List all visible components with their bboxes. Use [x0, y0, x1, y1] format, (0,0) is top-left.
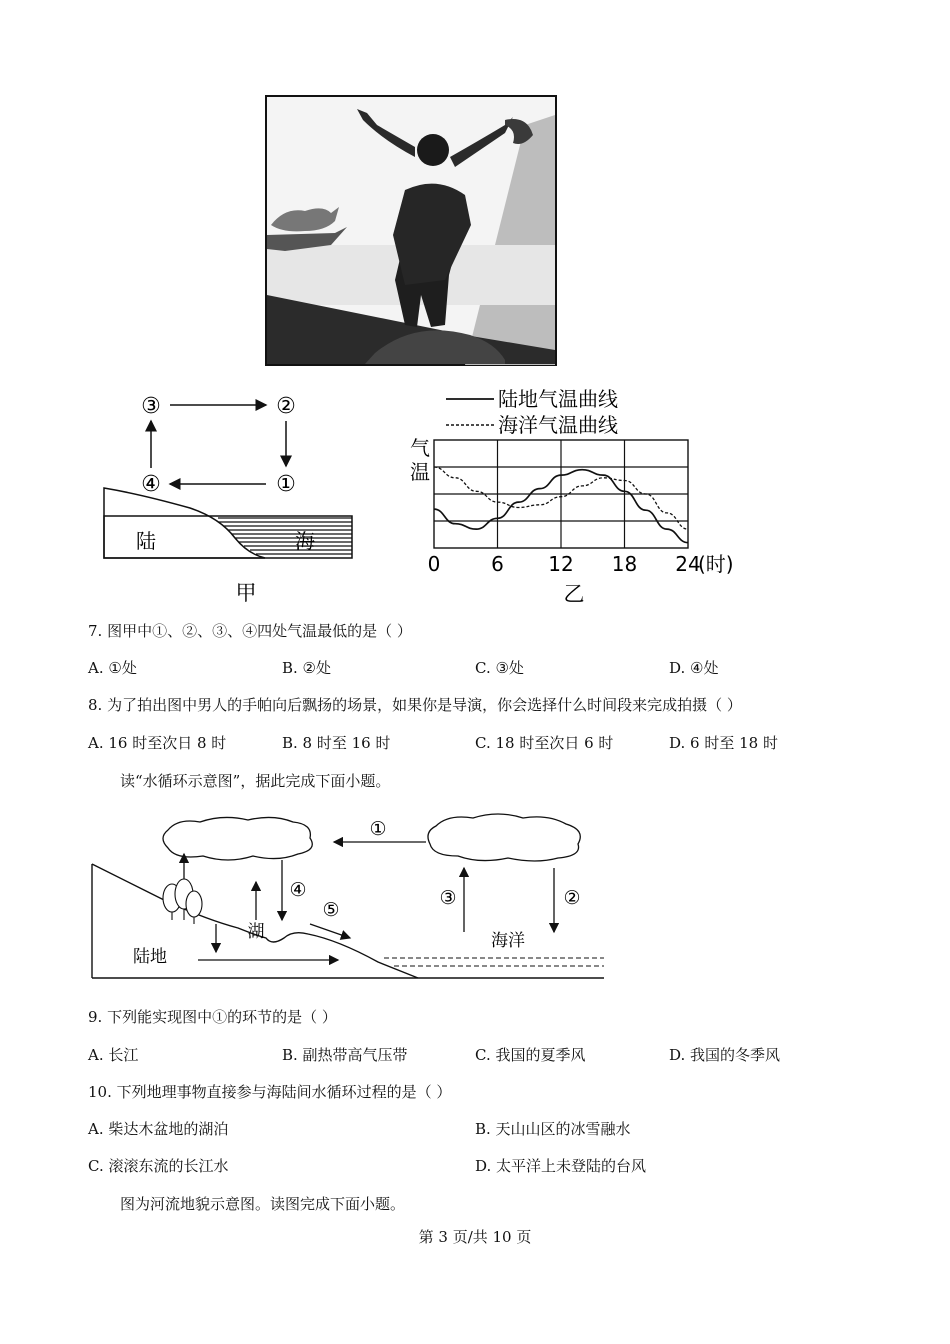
node-2: ②: [276, 394, 296, 419]
q9-option-d[interactable]: D. 我国的冬季风: [669, 1046, 781, 1064]
trees-icon: [163, 879, 202, 924]
legend-sea-label: 海洋气温曲线: [498, 413, 618, 437]
cloud-ocean: [428, 814, 580, 861]
x-unit-label: (时): [698, 552, 734, 576]
chart-grid: [434, 440, 688, 548]
q7-option-a[interactable]: A. ①处: [88, 659, 137, 677]
water-cycle-intro: 读“水循环示意图”，据此完成下面小题。: [120, 772, 391, 790]
q8-option-b[interactable]: B. 8 时至 16 时: [282, 734, 391, 752]
land-label-water: 陆地: [133, 947, 167, 967]
lake-label: 湖: [247, 922, 265, 942]
q10-option-c[interactable]: C. 滚滚东流的长江水: [88, 1157, 229, 1175]
figure-jia: [100, 388, 360, 608]
x-tick-label: 24: [675, 552, 701, 576]
page-footer: 第 3 页/共 10 页: [418, 1228, 532, 1246]
legend-land-label: 陆地气温曲线: [498, 387, 618, 411]
label-2: ②: [563, 887, 581, 909]
q7-stem: 7. 图甲中①、②、③、④四处气温最低的是（ ）: [88, 622, 412, 640]
caption-yi: 乙: [563, 582, 585, 606]
node-4: ④: [141, 472, 161, 497]
caption-jia: 甲: [235, 581, 257, 605]
y-label-1: 气: [410, 436, 430, 460]
x-tick-label: 18: [611, 552, 638, 576]
q7-option-b[interactable]: B. ②处: [282, 659, 332, 677]
label-3: ③: [439, 887, 457, 909]
river-landform-intro: 图为河流地貌示意图。读图完成下面小题。: [120, 1195, 406, 1213]
q7-option-c[interactable]: C. ③处: [475, 659, 524, 677]
q8-option-a[interactable]: A. 16 时至次日 8 时: [88, 734, 227, 752]
q9-option-a[interactable]: A. 长江: [88, 1046, 139, 1064]
label-1: ①: [369, 818, 387, 840]
q9-option-c[interactable]: C. 我国的夏季风: [475, 1046, 586, 1064]
sea-label: 海: [295, 529, 315, 553]
node-1: ①: [276, 472, 296, 497]
q9-stem: 9. 下列能实现图中①的环节的是（ ）: [88, 1008, 337, 1026]
x-tick-label: 6: [491, 552, 504, 576]
node-3: ③: [141, 394, 161, 419]
x-tick-label: 0: [427, 552, 441, 576]
q10-option-b[interactable]: B. 天山山区的冰雪融水: [475, 1120, 631, 1138]
q7-option-d[interactable]: D. ④处: [669, 659, 719, 677]
figure-water-cycle: [88, 812, 608, 982]
chart-yi: [402, 385, 742, 610]
q9-option-b[interactable]: B. 副热带高气压带: [282, 1046, 408, 1064]
q10-option-a[interactable]: A. 柴达木盆地的湖泊: [88, 1120, 229, 1138]
label-4: ④: [289, 879, 307, 901]
chart-x-ticks: [428, 552, 701, 576]
cloud-land: [163, 817, 312, 860]
q8-option-d[interactable]: D. 6 时至 18 时: [669, 734, 778, 752]
q8-stem: 8. 为了拍出图中男人的手帕向后飘扬的场景，如果你是导演，你会选择什么时间段来完成拍摄（ ）: [88, 696, 742, 714]
x-tick-label: 12: [548, 552, 574, 576]
q10-stem: 10. 下列地理事物直接参与海陆间水循环过程的是（ ）: [88, 1083, 452, 1101]
land-label: 陆: [136, 529, 156, 553]
label-5: ⑤: [322, 899, 340, 921]
q10-option-d[interactable]: D. 太平洋上未登陆的台风: [475, 1157, 647, 1175]
y-label-2: 温: [410, 460, 430, 484]
q8-option-c[interactable]: C. 18 时至次日 6 时: [475, 734, 614, 752]
photo-man-waving-handkerchief: [265, 95, 557, 366]
ocean-label: 海洋: [491, 931, 525, 951]
